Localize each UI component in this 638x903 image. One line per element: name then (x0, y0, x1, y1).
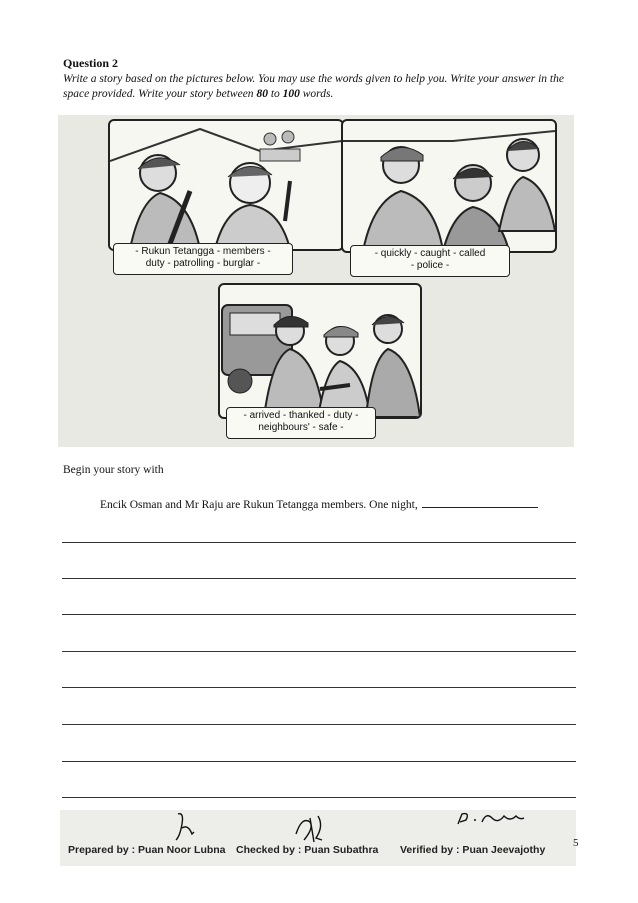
word-box-3-line-2: neighbours' - safe - (258, 422, 344, 433)
answer-line[interactable] (62, 614, 576, 615)
word-box-2-line-2: - police - (410, 260, 450, 271)
page-number: 5 (573, 837, 579, 849)
answer-line[interactable] (62, 761, 576, 762)
patrol-illustration (110, 121, 342, 249)
max-words: 100 (282, 88, 300, 100)
question-instruction (63, 72, 583, 102)
checked-by: Checked by : Puan Subathra (236, 844, 379, 856)
begin-label: Begin your story with (63, 464, 164, 476)
word-box-2-line-1: - quickly - caught - called (374, 248, 486, 259)
picture-sequence (58, 115, 574, 447)
signature-verified (456, 810, 526, 840)
word-box-1 (113, 243, 293, 275)
question-title: Question 2 (63, 56, 119, 70)
picture-panel-1 (108, 119, 344, 251)
answer-line[interactable] (62, 724, 576, 725)
police-arrive-illustration (220, 285, 420, 417)
story-starter-text: Encik Osman and Mr Raju are Rukun Tetangga members. One night, (100, 499, 418, 511)
answer-line[interactable] (62, 797, 576, 798)
word-box-1-line-1: - Rukun Tetangga - members - (135, 246, 271, 257)
answer-blank-inline[interactable] (422, 497, 538, 508)
word-box-1-line-2: duty - patrolling - burglar - (145, 258, 261, 269)
signature-checked (292, 812, 332, 846)
verified-by: Verified by : Puan Jeevajothy (400, 844, 546, 856)
instruction-text-b: to (267, 88, 283, 100)
story-starter (100, 497, 538, 511)
word-box-3 (226, 407, 376, 439)
word-box-3-line-1: - arrived - thanked - duty - (243, 410, 359, 421)
picture-panel-3 (218, 283, 422, 419)
signature-prepared (170, 810, 200, 842)
word-box-2 (350, 245, 510, 277)
instruction-text-a: Write a story based on the pictures below. You may use the words given to help you. Write your answer in the space provided. Write your story between (63, 73, 564, 100)
min-words: 80 (256, 88, 268, 100)
capture-illustration (343, 121, 555, 251)
picture-panel-2 (341, 119, 557, 253)
answer-line[interactable] (62, 687, 576, 688)
answer-line[interactable] (62, 651, 576, 652)
answer-line[interactable] (62, 578, 576, 579)
answer-line[interactable] (62, 542, 576, 543)
instruction-text-c: words. (299, 88, 334, 100)
signature-footer (60, 810, 576, 866)
prepared-by: Prepared by : Puan Noor Lubna (68, 844, 226, 856)
